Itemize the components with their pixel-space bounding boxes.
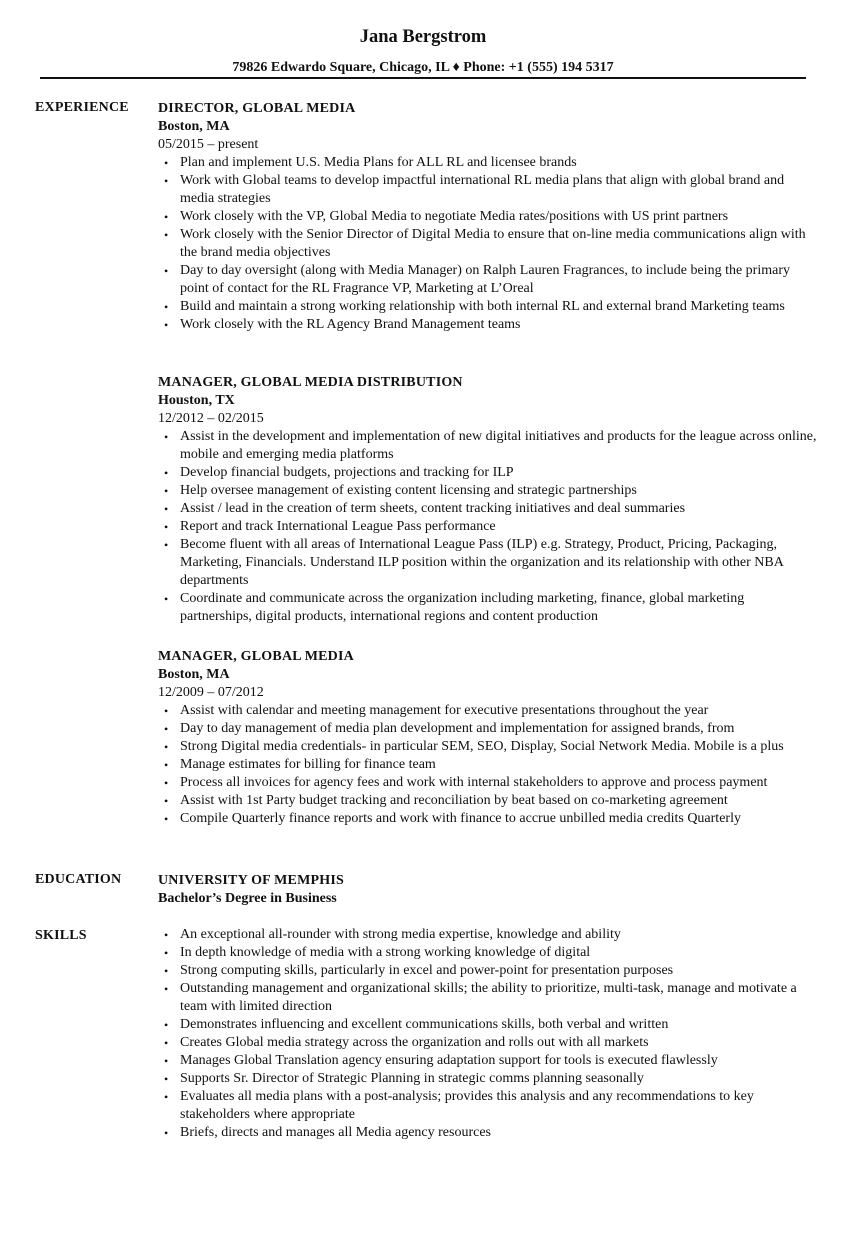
list-item	[158, 944, 818, 962]
bullet-icon: •	[164, 964, 169, 978]
contact-line: 79826 Edwardo Square, Chicago, IL ♦ Phone: +1 (555) 194 5317	[232, 60, 614, 75]
bullet-icon: •	[164, 704, 169, 718]
list-item	[158, 980, 818, 1016]
job-location: Boston, MA	[158, 667, 230, 682]
bullet-icon: •	[164, 502, 169, 516]
job-entry-3	[158, 648, 818, 828]
list-item-text: Work closely with the VP, Global Media to negotiate Media rates/positions with US print partners	[180, 209, 729, 224]
list-item-text: Manage estimates for billing for finance team	[180, 757, 436, 772]
list-item-text: Supports Sr. Director of Strategic Planning in strategic comms planning seasonally	[180, 1071, 644, 1086]
bullet-icon: •	[164, 430, 169, 444]
skills-entry	[158, 926, 818, 1142]
list-item-text: Coordinate and communicate across the organization including marketing, finance, global marketing partnerships, digital products, international regions and content production	[180, 591, 745, 624]
list-item	[158, 316, 818, 334]
list-item-text: Work with Global teams to develop impactful international RL media plans that align with global brand and media strategies	[180, 173, 785, 206]
list-item	[158, 298, 818, 316]
list-item-text: Outstanding management and organizational skills; the ability to prioritize, multi-task, manage and motivate a team with limited direction	[180, 981, 797, 1014]
list-item-text: Assist in the development and implementation of new digital initiatives and products for the league across online, mobile and emerging media platforms	[180, 429, 817, 462]
job-title: MANAGER, GLOBAL MEDIA DISTRIBUTION	[158, 375, 463, 390]
list-item	[158, 1034, 818, 1052]
bullet-icon: •	[164, 1072, 169, 1086]
job-duties-list	[158, 154, 818, 334]
bullet-icon: •	[164, 318, 169, 332]
job-title: MANAGER, GLOBAL MEDIA	[158, 649, 354, 664]
list-item-text: Help oversee management of existing content licensing and strategic partnerships	[180, 483, 637, 498]
bullet-icon: •	[164, 1126, 169, 1140]
list-item	[158, 262, 818, 298]
bullet-icon: •	[164, 174, 169, 188]
list-item	[158, 500, 818, 518]
bullet-icon: •	[164, 928, 169, 942]
list-item-text: Day to day oversight (along with Media Manager) on Ralph Lauren Fragrances, to include being the primary point of contact for the RL Fragrance VP, Marketing at L’Oreal	[180, 263, 790, 296]
list-item	[158, 720, 818, 738]
bullet-icon: •	[164, 758, 169, 772]
list-item-text: Work closely with the RL Agency Brand Management teams	[180, 317, 521, 332]
list-item	[158, 1088, 818, 1124]
education-entry	[158, 872, 818, 908]
list-item	[158, 774, 818, 792]
bullet-icon: •	[164, 740, 169, 754]
list-item-text: Assist with calendar and meeting management for executive presentations throughout the year	[180, 703, 709, 718]
list-item-text: Manages Global Translation agency ensuring adaptation support for tools is executed flawlessly	[180, 1053, 718, 1068]
job-entry-2	[158, 374, 818, 626]
list-item	[158, 482, 818, 500]
list-item	[158, 756, 818, 774]
list-item	[158, 1124, 818, 1142]
list-item-text: Develop financial budgets, projections and tracking for ILP	[180, 465, 514, 480]
list-item	[158, 1016, 818, 1034]
bullet-icon: •	[164, 1018, 169, 1032]
list-item-text: Become fluent with all areas of International League Pass (ILP) e.g. Strategy, Product, Pricing, Packaging, Marketing, Financials. Understand ILP position within the organization and its relationship with other NBA departments	[180, 537, 784, 588]
list-item	[158, 536, 818, 590]
list-item	[158, 738, 818, 756]
list-item	[158, 926, 818, 944]
list-item-text: Process all invoices for agency fees and work with internal stakeholders to approve and process payment	[180, 775, 768, 790]
bullet-icon: •	[164, 794, 169, 808]
job-duties-list	[158, 702, 818, 828]
bullet-icon: •	[164, 520, 169, 534]
list-item-text: Assist with 1st Party budget tracking and reconciliation by beat based on co-marketing agreement	[180, 793, 728, 808]
bullet-icon: •	[164, 1036, 169, 1050]
bullet-icon: •	[164, 264, 169, 278]
job-title: DIRECTOR, GLOBAL MEDIA	[158, 101, 356, 116]
job-entry-1	[158, 100, 818, 334]
list-item	[158, 518, 818, 536]
skills-list	[158, 926, 818, 1142]
bullet-icon: •	[164, 228, 169, 242]
list-item-text: Demonstrates influencing and excellent communications skills, both verbal and written	[180, 1017, 669, 1032]
bullet-icon: •	[164, 1054, 169, 1068]
section-label-skills: SKILLS	[35, 928, 87, 943]
school-name: UNIVERSITY OF MEMPHIS	[158, 873, 344, 888]
bullet-icon: •	[164, 946, 169, 960]
candidate-name: Jana Bergstrom	[359, 27, 487, 47]
job-dates: 12/2012 – 02/2015	[158, 411, 264, 426]
list-item	[158, 810, 818, 828]
list-item-text: In depth knowledge of media with a strong working knowledge of digital	[180, 945, 591, 960]
bullet-icon: •	[164, 1090, 169, 1104]
list-item	[158, 590, 818, 626]
bullet-icon: •	[164, 538, 169, 552]
list-item-text: Evaluates all media plans with a post-analysis; provides this analysis and any recommendations to key stakeholders where appropriate	[180, 1089, 754, 1122]
list-item	[158, 962, 818, 980]
job-duties-list	[158, 428, 818, 626]
job-location: Houston, TX	[158, 393, 235, 408]
list-item	[158, 1052, 818, 1070]
bullet-icon: •	[164, 484, 169, 498]
list-item-text: Report and track International League Pass performance	[180, 519, 496, 534]
list-item	[158, 154, 818, 172]
bullet-icon: •	[164, 776, 169, 790]
bullet-icon: •	[164, 466, 169, 480]
section-label-experience: EXPERIENCE	[35, 100, 129, 115]
job-dates: 12/2009 – 07/2012	[158, 685, 264, 700]
degree-name: Bachelor’s Degree in Business	[158, 891, 337, 906]
bullet-icon: •	[164, 210, 169, 224]
list-item-text: Strong computing skills, particularly in excel and power-point for presentation purposes	[180, 963, 674, 978]
list-item	[158, 1070, 818, 1088]
job-location: Boston, MA	[158, 119, 230, 134]
bullet-icon: •	[164, 156, 169, 170]
list-item	[158, 172, 818, 208]
list-item-text: Assist / lead in the creation of term sheets, content tracking initiatives and deal summaries	[180, 501, 686, 516]
job-dates: 05/2015 – present	[158, 137, 259, 152]
list-item-text: Plan and implement U.S. Media Plans for ALL RL and licensee brands	[180, 155, 577, 170]
list-item	[158, 226, 818, 262]
list-item-text: Strong Digital media credentials- in particular SEM, SEO, Display, Social Network Media. Mobile is a plus	[180, 739, 784, 754]
bullet-icon: •	[164, 300, 169, 314]
list-item-text: An exceptional all-rounder with strong media expertise, knowledge and ability	[180, 927, 621, 942]
list-item	[158, 428, 818, 464]
list-item-text: Compile Quarterly finance reports and work with finance to accrue unbilled media credits Quarterly	[180, 811, 741, 826]
list-item	[158, 792, 818, 810]
section-label-education: EDUCATION	[35, 872, 122, 887]
list-item	[158, 464, 818, 482]
bullet-icon: •	[164, 722, 169, 736]
list-item	[158, 702, 818, 720]
bullet-icon: •	[164, 982, 169, 996]
list-item-text: Briefs, directs and manages all Media agency resources	[180, 1125, 491, 1140]
bullet-icon: •	[164, 592, 169, 606]
list-item-text: Work closely with the Senior Director of Digital Media to ensure that on-line media communications align with the brand media objectives	[180, 227, 806, 260]
bullet-icon: •	[164, 812, 169, 826]
list-item-text: Creates Global media strategy across the organization and rolls out with all markets	[180, 1035, 649, 1050]
list-item-text: Build and maintain a strong working relationship with both internal RL and external brand Marketing teams	[180, 299, 785, 314]
list-item	[158, 208, 818, 226]
list-item-text: Day to day management of media plan development and implementation for assigned brands, from	[180, 721, 735, 736]
header-divider	[40, 77, 806, 79]
